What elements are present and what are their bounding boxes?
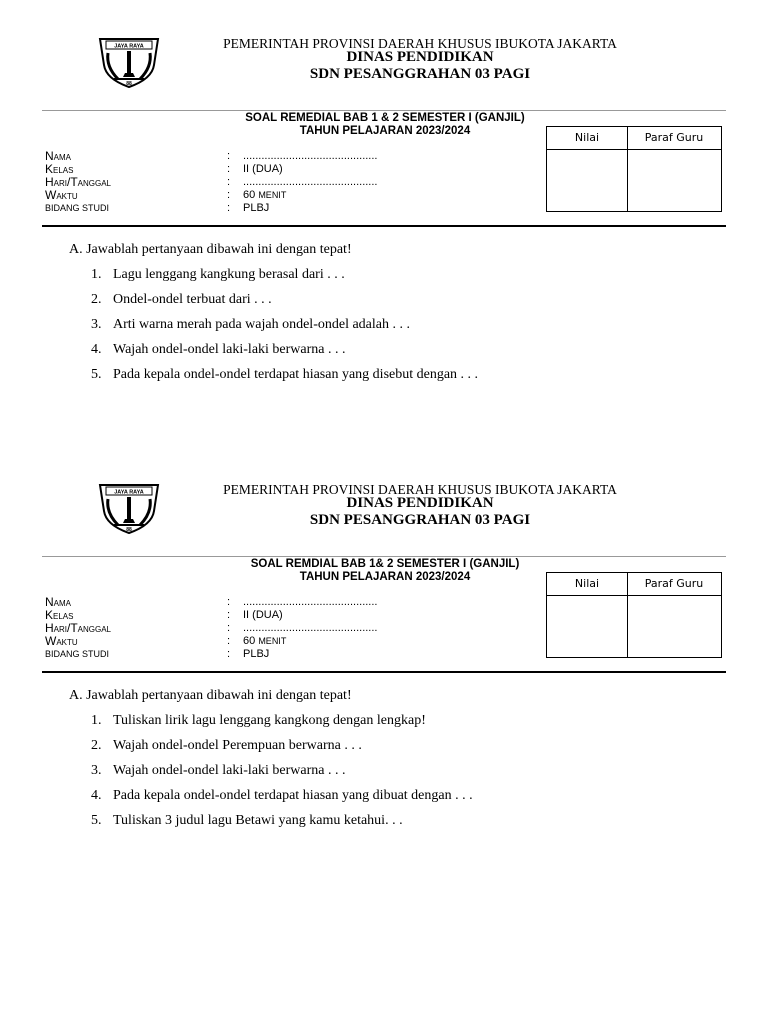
- svg-text:JAYA RAYA: JAYA RAYA: [114, 43, 144, 50]
- svg-text:88: 88: [126, 527, 132, 533]
- svg-text:JAYA RAYA: JAYA RAYA: [114, 489, 144, 496]
- info-colon: :: [227, 622, 231, 634]
- info-colon: :: [227, 150, 231, 162]
- info-row-hari: [45, 176, 465, 189]
- student-info: [45, 150, 465, 215]
- info-colon: :: [227, 189, 231, 201]
- info-colon: :: [227, 202, 231, 214]
- divider: [42, 110, 726, 111]
- question-item: [91, 342, 346, 358]
- time-unit: MENIT: [258, 190, 287, 200]
- info-value: PLBJ: [243, 202, 270, 214]
- question-item: [91, 367, 478, 383]
- svg-text:88: 88: [126, 81, 132, 87]
- info-label: Hari/Tanggal: [45, 175, 112, 189]
- time-value: 60: [243, 189, 256, 201]
- question-number: 1.: [91, 713, 102, 728]
- question-item: [91, 267, 345, 283]
- question-text: Pada kepala ondel-ondel terdapat hiasan yang disebut dengan . . .: [113, 367, 479, 382]
- info-label: Nama: [45, 595, 72, 609]
- question-item: [91, 713, 426, 729]
- paraf-guru-header: Paraf Guru: [644, 131, 704, 144]
- info-label: Waktu: [45, 634, 78, 648]
- info-label: BIDANG STUDI: [45, 203, 110, 213]
- exam-sheet-1: [0, 0, 768, 460]
- info-label: BIDANG STUDI: [45, 649, 110, 659]
- info-colon: :: [227, 596, 231, 608]
- info-value: [243, 189, 286, 202]
- nilai-header: Nilai: [574, 577, 600, 590]
- info-row-waktu: [45, 635, 465, 648]
- question-item: [91, 317, 410, 333]
- instruction: A. Jawablah pertanyaan dibawah ini dengan tepat!: [69, 688, 352, 703]
- dept-name: DINAS PENDIDIKAN: [346, 49, 494, 65]
- instruction: A. Jawablah pertanyaan dibawah ini dengan tepat!: [69, 242, 352, 257]
- question-text: Wajah ondel-ondel laki-laki berwarna . . .: [113, 763, 346, 778]
- info-value: PLBJ: [243, 648, 270, 660]
- info-colon: :: [227, 163, 231, 175]
- info-label: Hari/Tanggal: [45, 621, 112, 635]
- info-value: II (DUA): [243, 609, 283, 621]
- question-number: 3.: [91, 763, 102, 778]
- question-item: [91, 813, 403, 829]
- paraf-guru-header: Paraf Guru: [644, 577, 704, 590]
- info-row-nama: [45, 150, 465, 163]
- gov-name: PEMERINTAH PROVINSI DAERAH KHUSUS IBUKOTA JAKARTA: [223, 36, 617, 51]
- question-text: Wajah ondel-ondel laki-laki berwarna . . .: [113, 342, 346, 357]
- info-row-nama: [45, 596, 465, 609]
- question-text: Tuliskan lirik lagu lenggang kangkong dengan lengkap!: [113, 713, 426, 728]
- info-colon: :: [227, 648, 231, 660]
- info-label: Waktu: [45, 188, 78, 202]
- info-row-bidang: [45, 648, 465, 661]
- info-label: Kelas: [45, 162, 74, 176]
- info-row-hari: [45, 622, 465, 635]
- time-value: 60: [243, 635, 256, 647]
- jakarta-emblem-icon: [96, 35, 162, 89]
- date-field[interactable]: ............................................: [243, 622, 378, 634]
- dept-name: DINAS PENDIDIKAN: [346, 495, 494, 511]
- info-row-bidang: [45, 202, 465, 215]
- question-item: [91, 292, 272, 308]
- question-number: 4.: [91, 788, 102, 803]
- info-colon: :: [227, 635, 231, 647]
- divider: [42, 556, 726, 557]
- question-item: [91, 763, 346, 779]
- info-label: Nama: [45, 149, 72, 163]
- time-unit: MENIT: [258, 636, 287, 646]
- date-field[interactable]: ............................................: [243, 176, 378, 188]
- exam-title-line2: TAHUN PELAJARAN 2023/2024: [299, 125, 471, 137]
- exam-sheet-2: [0, 446, 768, 906]
- info-colon: :: [227, 609, 231, 621]
- info-value: II (DUA): [243, 163, 283, 175]
- info-colon: :: [227, 176, 231, 188]
- exam-title-line2: TAHUN PELAJARAN 2023/2024: [299, 571, 471, 583]
- info-row-waktu: [45, 189, 465, 202]
- grade-box: [546, 126, 722, 212]
- name-field[interactable]: ............................................: [243, 596, 378, 608]
- question-number: 2.: [91, 738, 102, 753]
- question-text: Pada kepala ondel-ondel terdapat hiasan yang dibuat dengan . . .: [113, 788, 473, 803]
- question-text: Tuliskan 3 judul lagu Betawi yang kamu ketahui. . .: [113, 813, 403, 828]
- name-field[interactable]: ............................................: [243, 150, 378, 162]
- question-number: 5.: [91, 813, 102, 828]
- question-number: 2.: [91, 292, 102, 307]
- question-text: Wajah ondel-ondel Perempuan berwarna . . .: [113, 738, 362, 753]
- question-text: Ondel-ondel terbuat dari . . .: [113, 292, 272, 307]
- question-text: Lagu lenggang kangkung berasal dari . . .: [113, 267, 345, 282]
- info-value: [243, 635, 286, 648]
- info-label: Kelas: [45, 608, 74, 622]
- divider-thick: [42, 225, 726, 227]
- question-number: 1.: [91, 267, 102, 282]
- divider-thick: [42, 671, 726, 673]
- question-number: 3.: [91, 317, 102, 332]
- question-item: [91, 738, 362, 754]
- grade-box: [546, 572, 722, 658]
- question-number: 4.: [91, 342, 102, 357]
- exam-title-line1: SOAL REMDIAL BAB 1& 2 SEMESTER I (GANJIL): [250, 558, 520, 570]
- school-name: SDN PESANGGRAHAN 03 PAGI: [309, 512, 531, 528]
- exam-title-line1: SOAL REMEDIAL BAB 1 & 2 SEMESTER I (GANJIL): [245, 112, 525, 124]
- question-number: 5.: [91, 367, 102, 382]
- school-name: SDN PESANGGRAHAN 03 PAGI: [309, 66, 531, 82]
- nilai-header: Nilai: [574, 131, 600, 144]
- gov-name: PEMERINTAH PROVINSI DAERAH KHUSUS IBUKOTA JAKARTA: [223, 482, 617, 497]
- question-text: Arti warna merah pada wajah ondel-ondel adalah . . .: [113, 317, 410, 332]
- jakarta-emblem-icon: [96, 481, 162, 535]
- question-item: [91, 788, 473, 804]
- student-info: [45, 596, 465, 661]
